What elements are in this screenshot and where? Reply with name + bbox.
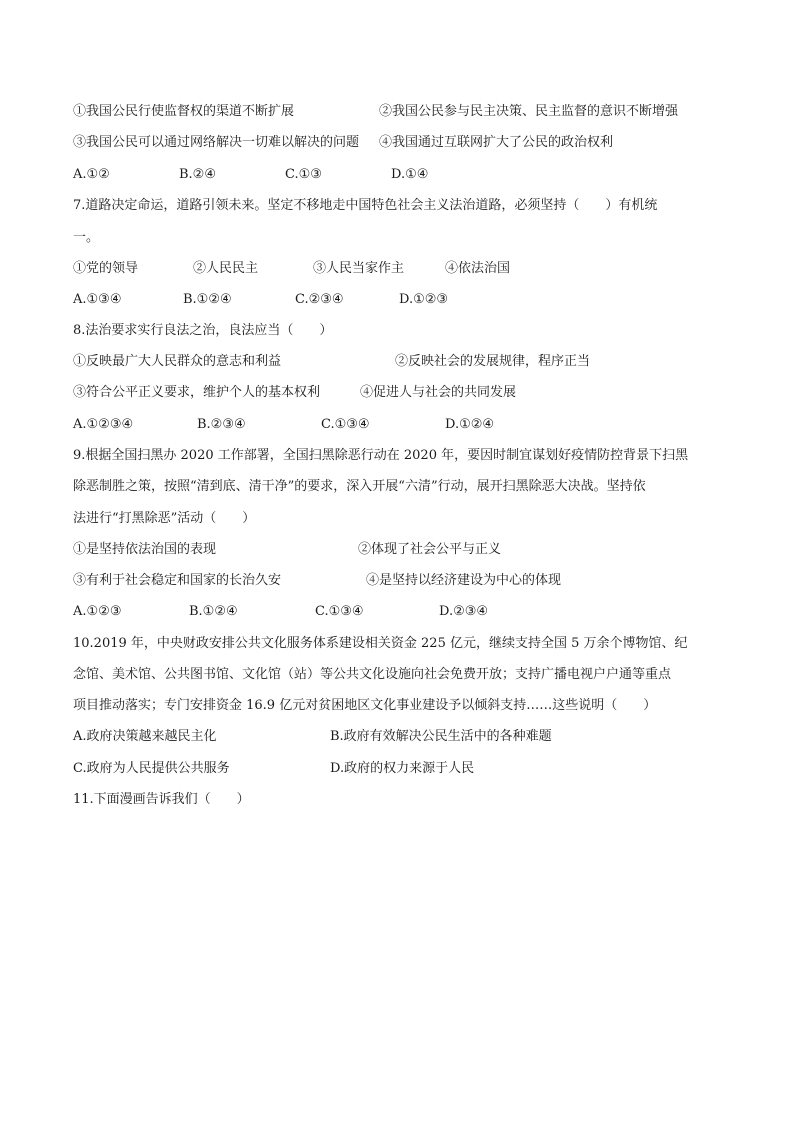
q6-statements-row-2 xyxy=(73,134,613,152)
q6-statements-row-1 xyxy=(73,103,678,121)
q7-options xyxy=(73,291,448,309)
q7-item-1: ①党的领导 xyxy=(73,261,139,276)
q10-stem-line-2: 念馆、美术馆、公共图书馆、文化馆（站）等公共文化设施向社会免费开放；支持广播电视户户通等重点 xyxy=(73,667,672,682)
q8-statement-2: ②反映社会的发展规律，程序正当 xyxy=(395,354,591,369)
q10-option-c: C.政府为人民提供公共服务 xyxy=(73,761,230,776)
q8-options xyxy=(73,416,494,434)
q9-statement-1: ①是坚持依法治国的表现 xyxy=(73,542,217,557)
q9-option-b: B.①②④ xyxy=(189,604,238,619)
q9-options xyxy=(73,603,488,621)
q7-item-3: ③人民当家作主 xyxy=(313,261,405,276)
q8-option-c: C.①③④ xyxy=(321,417,370,432)
q6-option-a: A.①② xyxy=(73,167,110,182)
q7-item-4: ④依法治国 xyxy=(445,261,511,276)
q9-option-d: D.②③④ xyxy=(439,604,489,619)
q10-stem-line-3: 项目推动落实；专门安排资金 16.9 亿元对贫困地区文化事业建设予以倾斜支持……这些说明（ ） xyxy=(73,698,657,713)
q8-statement-1: ①反映最广大人民群众的意志和利益 xyxy=(73,354,282,369)
q9-stem-line-1: 9.根据全国扫黑办 2020 工作部署，全国扫黑除恶行动在 2020 年，要因时制宜谋划好疫情防控背景下扫黑 xyxy=(73,448,689,463)
q7-option-c: C.②③④ xyxy=(295,292,344,307)
q8-option-a: A.①②③④ xyxy=(73,417,134,432)
q8-statement-3: ③符合公平正义要求，维护个人的基本权利 xyxy=(73,385,321,400)
q10-option-b: B.政府有效解决公民生活中的各种难题 xyxy=(330,729,552,744)
q10-options-row-1 xyxy=(73,728,552,746)
q8-option-b: B.②③④ xyxy=(197,417,246,432)
q8-stem: 8.法治要求实行良法之治，良法应当（ ） xyxy=(73,323,333,338)
q9-statements-row-2 xyxy=(73,572,561,590)
q9-statement-3: ③有利于社会稳定和国家的长治久安 xyxy=(73,573,282,588)
q11-stem: 11.下面漫画告诉我们（ ） xyxy=(73,792,250,807)
q7-stem-line-2: 一。 xyxy=(73,230,100,245)
q7-option-a: A.①③④ xyxy=(73,292,122,307)
q8-statement-4: ④促进人与社会的共同发展 xyxy=(360,385,517,400)
q10-option-a: A.政府决策越来越民主化 xyxy=(73,729,217,744)
q7-option-d: D.①②③ xyxy=(399,292,449,307)
q10-stem-line-1: 10.2019 年，中央财政安排公共文化服务体系建设相关资金 225 亿元，继续支持全国 5 万余个博物馆、纪 xyxy=(73,636,688,651)
q8-statements-row-2 xyxy=(73,384,516,402)
q6-options xyxy=(73,166,428,184)
q9-statement-2: ②体现了社会公平与正义 xyxy=(358,542,502,557)
q9-option-a: A.①②③ xyxy=(73,604,122,619)
q8-statements-row-1 xyxy=(73,353,590,371)
q6-statement-3: ③我国公民可以通过网络解决一切难以解决的问题 xyxy=(73,135,360,150)
q9-option-c: C.①③④ xyxy=(315,604,364,619)
q9-statement-4: ④是坚持以经济建设为中心的体现 xyxy=(366,573,562,588)
q6-option-d: D.①④ xyxy=(391,167,429,182)
q10-options-row-2 xyxy=(73,760,474,778)
q6-statement-2: ②我国公民参与民主决策、民主监督的意识不断增强 xyxy=(379,104,679,119)
q6-option-c: C.①③ xyxy=(285,167,322,182)
q7-option-b: B.①②④ xyxy=(183,292,232,307)
q8-option-d: D.①②④ xyxy=(445,417,495,432)
q9-statements-row-1 xyxy=(73,541,501,559)
q6-statement-1: ①我国公民行使监督权的渠道不断扩展 xyxy=(73,104,295,119)
q7-stem-line-1: 7.道路决定命运，道路引领未来。坚定不移地走中国特色社会主义法治道路，必须坚持（ ）有机统 xyxy=(73,198,658,213)
q9-stem-line-2: 除恶制胜之策，按照“清到底、清干净”的要求，深入开展“六清”行动，展开扫黑除恶大决战。坚持依 xyxy=(73,479,646,494)
q6-option-b: B.②④ xyxy=(179,167,216,182)
q7-items xyxy=(73,260,510,278)
q9-stem-line-3: 法进行“打黑除恶”活动（ ） xyxy=(73,511,256,526)
q7-item-2: ②人民民主 xyxy=(193,261,259,276)
q6-statement-4: ④我国通过互联网扩大了公民的政治权利 xyxy=(379,135,614,150)
q10-option-d: D.政府的权力来源于人民 xyxy=(330,761,475,776)
